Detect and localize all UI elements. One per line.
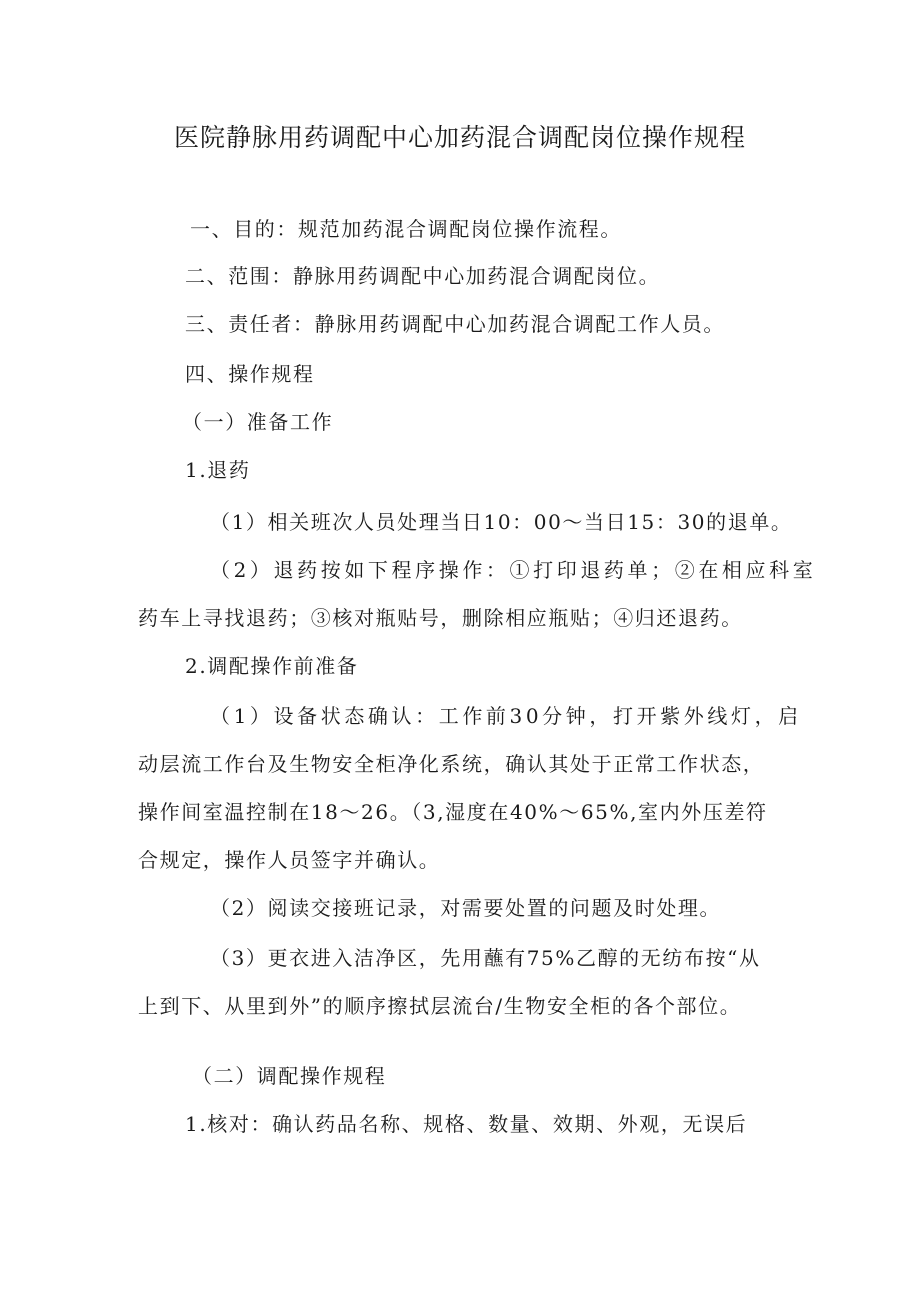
paragraph-line: 合规定，操作人员签字并确认。: [138, 848, 441, 872]
paragraph-line: （2）阅读交接班记录，对需要处置的问题及时处理。: [210, 896, 722, 920]
responsible-line: 三、责任者：静脉用药调配中心加药混合调配工作人员。: [185, 312, 725, 336]
item-heading-preparation: 2.调配操作前准备: [185, 654, 359, 678]
scope-line: 二、范围：静脉用药调配中心加药混合调配岗位。: [185, 264, 661, 288]
paragraph-line: 动层流工作台及生物安全柜净化系统，确认其处于正常工作状态，: [138, 752, 765, 776]
paragraph-line: （2）退药按如下程序操作：①打印退药单；②在相应科室: [210, 558, 817, 582]
item-heading-return: 1.退药: [185, 458, 251, 482]
paragraph-line: 药车上寻找退药；③核对瓶贴号，删除相应瓶贴；④归还退药。: [138, 606, 743, 630]
paragraph-line: （1）相关班次人员处理当日10：00～当日15：30的退单。: [210, 510, 793, 534]
subsection-heading-preparation: （一）准备工作: [182, 410, 334, 434]
paragraph-line: 上到下、从里到外”的顺序擦拭层流台/生物安全柜的各个部位。: [138, 994, 742, 1018]
page-title: 医院静脉用药调配中心加药混合调配岗位操作规程: [173, 123, 746, 152]
paragraph-line: （3）更衣进入洁净区，先用蘸有75%乙醇的无纺布按“从: [210, 946, 761, 970]
paragraph-line: 1.核对：确认药品名称、规格、数量、效期、外观，无误后: [185, 1112, 748, 1136]
paragraph-line: 操作间室温控制在18～26。（3,湿度在40%～65%,室内外压差符: [138, 800, 768, 824]
purpose-line: 一、目的：规范加药混合调配岗位操作流程。: [190, 217, 622, 241]
paragraph-line: （1）设备状态确认：工作前30分钟，打开紫外线灯，启: [210, 704, 802, 728]
section-heading-procedure: 四、操作规程: [185, 362, 315, 386]
subsection-heading-procedure: （二）调配操作规程: [192, 1064, 387, 1088]
